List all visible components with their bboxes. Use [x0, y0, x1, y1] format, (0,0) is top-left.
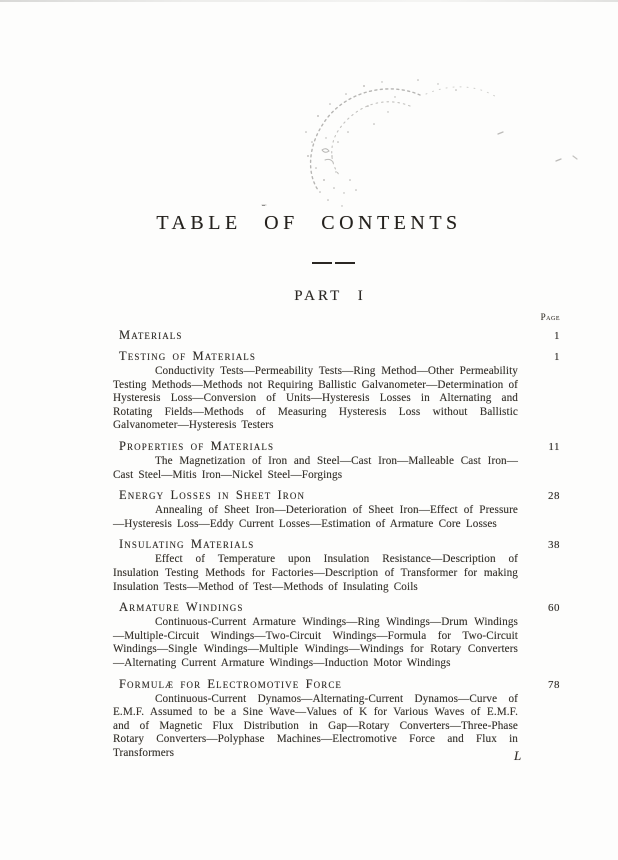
part-heading: PART I [294, 288, 366, 304]
toc-entry-description: Continuous-Current Dynamos—Alternating-Current Dynamos—Curve of E.M.F. Assumed to be a Sine Wave—Values of K for Various Waves of E.M.F. and of Magnetic Flux Distribution in Gap—Rotary Converters—Three-Phase Rotary Converters—Polyphase Machines—Electromotive Force and Flux in Transformers [113, 692, 518, 759]
toc-entry-heading: Materials [119, 328, 183, 342]
toc-entry [113, 678, 560, 761]
toc-entry [113, 350, 560, 433]
table-of-contents [113, 313, 560, 760]
toc-entry [113, 329, 560, 343]
printers-signature-mark: L [514, 748, 522, 763]
toc-entry-page: 60 [548, 602, 560, 615]
toc-entry [113, 601, 560, 670]
toc-entry [113, 440, 560, 482]
page-title: TABLE OF CONTENTS [156, 212, 462, 234]
toc-entry-heading: Energy Losses in Sheet Iron [119, 488, 306, 503]
toc-entry-heading: Armature Windings [119, 600, 244, 615]
toc-entry-heading: Insulating Materials [119, 537, 255, 552]
section-rule [24, 254, 618, 272]
toc-entry-page: 28 [548, 490, 560, 503]
toc-entry [113, 489, 560, 531]
toc-entry-heading: Formulæ for Electromotive Force [119, 676, 343, 691]
toc-entry-description: Effect of Temperature upon Insulation Resistance—Description of Insulation Testing Methods for Factories—Description of Transformer for making Insulation Tests—Method of Test—Methods of Insulating Coils [113, 553, 518, 593]
toc-entry-page: 78 [548, 678, 560, 691]
toc-entry-page: 1 [554, 351, 560, 363]
toc-entry-description: Annealing of Sheet Iron—Deterioration of Sheet Iron—Effect of Pressure—Hysteresis Loss—Eddy Current Losses—Estimation of Armature Core Losses [113, 504, 518, 530]
toc-entry [113, 538, 560, 594]
toc-entry-description: The Magnetization of Iron and Steel—Cast Iron—Malleable Cast Iron—Cast Steel—Mitis Iron—Nickel Steel—Forgings [113, 454, 518, 481]
toc-entry-page: 11 [548, 440, 560, 453]
toc-entry-page: 1 [554, 330, 560, 342]
toc-entry-description: Conductivity Tests—Permeability Tests—Ring Method—Other Permeability Testing Methods—Methods not Requiring Ballistic Galvanometer—Determination of Hysteresis Loss—Conversion of Units—Hysteresis Losses in Alternating and Rotating Fields—Methods of Measuring Hysteresis Loss without Ballistic Galvanometer—Hysteresis Testers [113, 365, 518, 432]
toc-entry-heading: Testing of Materials [119, 349, 257, 363]
toc-entry-heading: Properties of Materials [119, 438, 275, 453]
page-column-label: Page [540, 312, 560, 322]
toc-entry-page: 38 [548, 539, 560, 552]
toc-entry-description: Continuous-Current Armature Windings—Ring Windings—Drum Windings—Multiple-Circuit Windings—Two-Circuit Windings—Formula for Two-Circuit Windings—Single Windings—Multiple Windings—Windings for Rotary Converters—Alternating Current Armature Windings—Induction Motor Windings [113, 616, 518, 669]
